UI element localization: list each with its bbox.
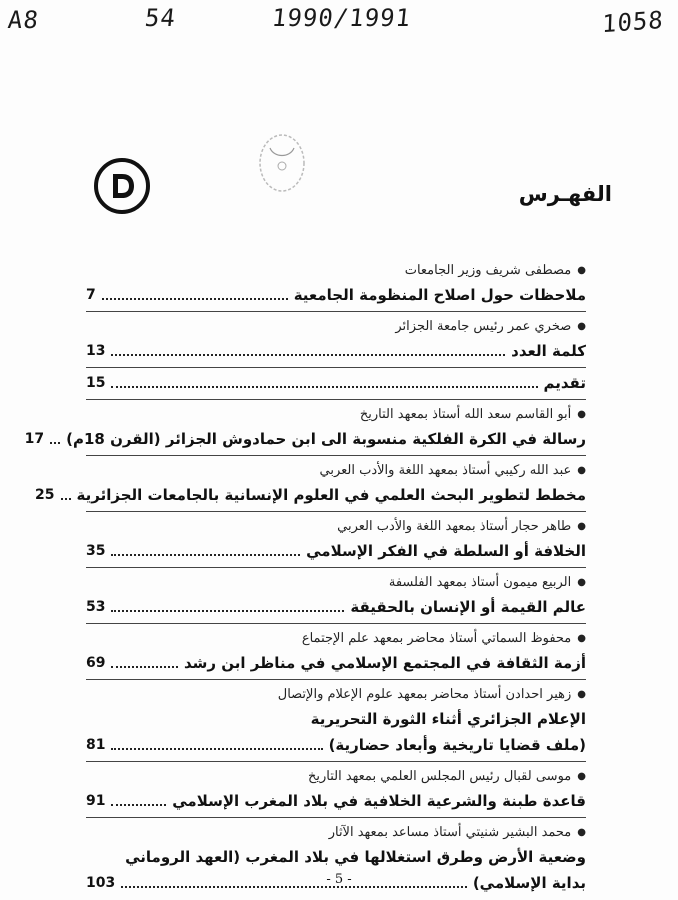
toc-entry[interactable] (24, 426, 586, 452)
toc-entry[interactable] (86, 594, 586, 620)
divider (86, 567, 586, 568)
toc-author-text: زهير احدادن أستاذ محاضر بمعهد علوم الإعلام والإتصال (277, 686, 572, 702)
bullet-icon: ● (577, 826, 586, 838)
toc-author (86, 682, 586, 706)
toc-author (86, 402, 586, 426)
toc-author-text: محمد البشير شنيتي أستاذ مساعد بمعهد الآثار (328, 824, 572, 840)
bullet-icon: ● (577, 632, 586, 644)
bullet-icon: ● (577, 688, 586, 700)
library-stamp-icon (252, 128, 312, 198)
bullet-icon: ● (577, 770, 586, 782)
toc-author-text: أبو القاسم سعد الله أستاذ بمعهد التاريخ (359, 406, 572, 422)
handwritten-note-years: 1990/1991 (270, 4, 413, 32)
handwritten-note-right: 1058 (601, 5, 665, 39)
dot-leader (102, 298, 288, 300)
toc-page-number: 53 (86, 599, 106, 615)
toc-page-number: 91 (86, 793, 106, 809)
bullet-icon: ● (577, 464, 586, 476)
toc-author (86, 820, 586, 844)
handwritten-note-left: A8 (6, 6, 41, 34)
toc-page-number: 13 (86, 343, 106, 359)
toc-entry[interactable] (86, 370, 586, 396)
divider (86, 311, 586, 312)
toc-entry-continuation (86, 732, 586, 758)
dot-leader (111, 666, 178, 668)
toc-entry-title[interactable]: كلمة العدد (511, 342, 586, 360)
toc-author (86, 458, 586, 482)
divider (86, 511, 586, 512)
toc-author-text: صخري عمر رئيس جامعة الجزائر (395, 318, 572, 334)
divider (86, 399, 586, 400)
divider (86, 367, 586, 368)
toc-author (86, 314, 586, 338)
toc-entry-title[interactable]: وضعية الأرض وطرق استغلالها في بلاد المغرب (العهد الروماني (125, 848, 586, 866)
dot-leader (111, 804, 166, 806)
bullet-icon: ● (577, 408, 586, 420)
dot-leader (61, 498, 71, 500)
toc-author-text: الربيع ميمون أستاذ بمعهد الفلسفة (388, 574, 572, 590)
toc-page-number: 35 (86, 543, 106, 559)
toc-page-number: 69 (86, 655, 106, 671)
toc-author-text: محفوظ السماتي أستاذ محاضر بمعهد علم الإجتماع (301, 630, 572, 646)
toc-author (86, 514, 586, 538)
bullet-icon: ● (577, 520, 586, 532)
dot-leader (111, 354, 505, 356)
divider (86, 623, 586, 624)
bullet-icon: ● (577, 264, 586, 276)
d-logo-icon (94, 158, 150, 214)
toc-author (86, 626, 586, 650)
dot-leader (111, 554, 300, 556)
toc-page-number: 81 (86, 737, 106, 753)
toc-page-number: 25 (35, 487, 55, 503)
divider (86, 817, 586, 818)
toc-entry-title[interactable]: ملاحظات حول اصلاح المنظومة الجامعية (293, 286, 586, 304)
d-letter-mark (107, 171, 137, 201)
handwritten-note-shelf: 54 (143, 4, 178, 32)
bullet-icon: ● (577, 576, 586, 588)
toc-entry-title[interactable]: رسالة في الكرة الفلكية منسوبة الى ابن حمادوش الجزائر (القرن 18م) (66, 430, 586, 448)
divider (86, 679, 586, 680)
toc-entry-title-cont: (ملف قضايا تاريخية وأبعاد حضارية) (328, 736, 586, 754)
toc-author (86, 764, 586, 788)
table-of-contents (24, 258, 586, 896)
divider (86, 455, 586, 456)
toc-entry[interactable] (86, 788, 586, 814)
dot-leader (111, 610, 344, 612)
toc-page-number: 103 (86, 875, 116, 891)
toc-entry[interactable] (86, 538, 586, 564)
toc-author (86, 258, 586, 282)
toc-entry-title[interactable]: عالم القيمة أو الإنسان بالحقيقة (350, 598, 586, 616)
bullet-icon: ● (577, 320, 586, 332)
toc-entry[interactable] (35, 482, 586, 508)
dot-leader (111, 386, 537, 388)
toc-author-text: طاهر حجار أستاذ بمعهد اللغة والأدب العربي (337, 518, 572, 534)
toc-entry[interactable] (86, 282, 586, 308)
toc-author-text: مصطفى شريف وزير الجامعات (404, 262, 572, 278)
toc-entry-title[interactable]: الإعلام الجزائري أثناء الثورة التحريرية (310, 710, 586, 728)
toc-page-number: 7 (86, 287, 96, 303)
toc-author (86, 570, 586, 594)
divider (86, 761, 586, 762)
toc-page-number: 15 (86, 375, 106, 391)
toc-entry-title-cont: بداية الإسلامي) (472, 874, 586, 892)
toc-entry-title[interactable]: مخطط لتطوير البحث العلمي في العلوم الإنسانية بالجامعات الجزائرية (76, 486, 586, 504)
toc-entry-title[interactable]: الخلافة أو السلطة في الفكر الإسلامي (306, 542, 586, 560)
toc-page-number: 17 (24, 431, 45, 447)
toc-entry[interactable] (86, 844, 586, 870)
toc-entry-title[interactable]: أزمة الثقافة في المجتمع الإسلامي في مناظر ابن رشد (184, 654, 586, 672)
toc-entry[interactable] (86, 650, 586, 676)
toc-author-text: موسى لقبال رئيس المجلس العلمي بمعهد التاريخ (307, 768, 572, 784)
toc-entry[interactable] (86, 338, 586, 364)
page-number: - 5 - (326, 872, 352, 887)
toc-entry-title[interactable]: قاعدة طبنة والشرعية الخلافية في بلاد المغرب الإسلامي (172, 792, 586, 810)
toc-entry-title[interactable]: تقديم (543, 374, 586, 392)
page-title: الفهـرس (518, 182, 612, 206)
dot-leader (50, 442, 60, 444)
toc-entry[interactable] (86, 706, 586, 732)
toc-author-text: عبد الله ركيبي أستاذ بمعهد اللغة والأدب العربي (319, 462, 572, 478)
dot-leader (111, 748, 322, 750)
